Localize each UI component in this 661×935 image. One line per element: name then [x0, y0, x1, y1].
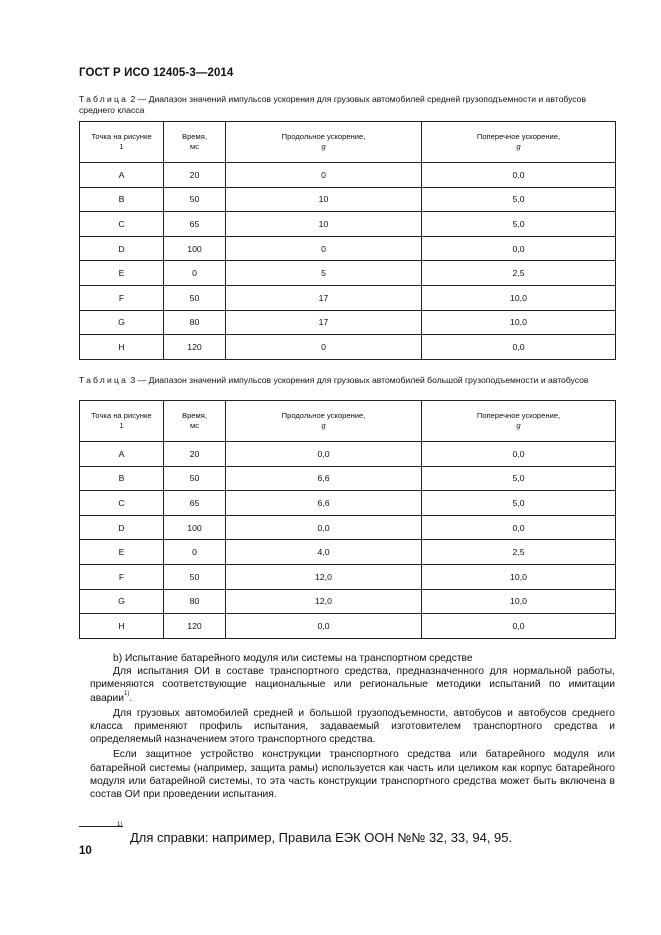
table2-col-point: Точка на рисунке 1: [80, 122, 164, 163]
table3-col-point: Точка на рисунке 1: [80, 401, 164, 442]
table2-body: [80, 163, 616, 360]
table3-cell: A: [80, 442, 164, 467]
table3-row: [80, 442, 616, 467]
table2-row: [80, 212, 616, 237]
table3-row: [80, 466, 616, 491]
table3-cell: 100: [164, 515, 226, 540]
table3-cell: 0,0: [422, 614, 616, 639]
table2-cell: 0,0: [422, 335, 616, 360]
table3-cell: 6,6: [226, 491, 422, 516]
table2-cell: 10: [226, 187, 422, 212]
table2-caption-word: Таблица: [79, 94, 129, 104]
table3-row: [80, 515, 616, 540]
table2-cell: D: [80, 236, 164, 261]
table2-cell: A: [80, 163, 164, 188]
table2-cell: 2,5: [422, 261, 616, 286]
page-number: 10: [79, 845, 92, 857]
table3-cell: 65: [164, 491, 226, 516]
table3-cell: 0,0: [422, 515, 616, 540]
table3-cell: 120: [164, 614, 226, 639]
paragraph-1: Для испытания ОИ в составе транспортного средства, предназначенного для нормальной работы, применяются соответствующие национальные или региональные методики испытаний по имитации аварии$^{1)}$.: [90, 666, 615, 704]
table3-cell: 0,0: [226, 614, 422, 639]
table3-row: [80, 589, 616, 614]
table3-caption-number: 3: [130, 375, 136, 385]
table2-cell: C: [80, 212, 164, 237]
table2-cell: 0: [226, 335, 422, 360]
table3-cell: 20: [164, 442, 226, 467]
table3-cell: 0,0: [226, 515, 422, 540]
table3-cell: 50: [164, 466, 226, 491]
footnote-ref: 1): [124, 690, 130, 697]
table3-col-longitudinal: Продольное ускорение, g: [226, 401, 422, 442]
table2-cell: 50: [164, 187, 226, 212]
table2-cell: 10: [226, 212, 422, 237]
table3-cell: 10,0: [422, 589, 616, 614]
table2-row: [80, 261, 616, 286]
table2-header-row: [80, 122, 616, 163]
table3-row: [80, 564, 616, 589]
table3-cell: G: [80, 589, 164, 614]
table3-cell: D: [80, 515, 164, 540]
table3-caption-text: — Диапазон значений импульсов ускорения для грузовых автомобилей большой грузоподъемности и автобусов: [135, 375, 589, 385]
table2-cell: 65: [164, 212, 226, 237]
table2-row: [80, 163, 616, 188]
document-id-header: ГОСТ Р ИСО 12405-3—2014: [79, 67, 234, 79]
table3-header-row: [80, 401, 616, 442]
footnote-text: Для справки: например, Правила ЕЭК ООН №№ 32, 33, 94, 95.: [130, 830, 513, 845]
table3-cell: B: [80, 466, 164, 491]
table2-row: [80, 187, 616, 212]
table2-cell: 0: [226, 236, 422, 261]
table2-cell: 17: [226, 285, 422, 310]
table3-row: [80, 491, 616, 516]
table2-col-time: Время, мс: [164, 122, 226, 163]
table3-cell: 0,0: [226, 442, 422, 467]
table3-cell: 5,0: [422, 466, 616, 491]
table2-caption-number: 2: [130, 94, 136, 104]
table3-cell: 4,0: [226, 540, 422, 565]
table2-cell: E: [80, 261, 164, 286]
paragraph-3: Если защитное устройство конструкции транспортного средства или батарейного модуля или батарейной системы (например, защита рамы) используется как часть или целиком как корпус батарейного модуля или батарейной системы, то эта часть конструкции транспортного средства может быть включена в состав ОИ при проведении испытания.: [90, 749, 615, 801]
table3-caption-word: Таблица: [79, 375, 129, 385]
table3-cell: 0,0: [422, 442, 616, 467]
table2-cell: 0,0: [422, 163, 616, 188]
table2: [79, 121, 616, 360]
table3-cell: 2,5: [422, 540, 616, 565]
table2-cell: 10,0: [422, 310, 616, 335]
table3-row: [80, 540, 616, 565]
table2-row: [80, 335, 616, 360]
table2-cell: F: [80, 285, 164, 310]
table2-caption: [79, 94, 619, 116]
table3-col-lateral: Поперечное ускорение, g: [422, 401, 616, 442]
table2-cell: 20: [164, 163, 226, 188]
table2-cell: 0: [226, 163, 422, 188]
table3-cell: 0: [164, 540, 226, 565]
table3-cell: H: [80, 614, 164, 639]
table2-cell: 10,0: [422, 285, 616, 310]
table2-cell: 17: [226, 310, 422, 335]
table2-cell: G: [80, 310, 164, 335]
table2-cell: 80: [164, 310, 226, 335]
table2-col-longitudinal: Продольное ускорение, g: [226, 122, 422, 163]
table3-cell: 12,0: [226, 589, 422, 614]
table3-cell: F: [80, 564, 164, 589]
table3-row: [80, 614, 616, 639]
table3-cell: 50: [164, 564, 226, 589]
table2-cell: 100: [164, 236, 226, 261]
table2-cell: 5: [226, 261, 422, 286]
table2-cell: H: [80, 335, 164, 360]
table3-cell: C: [80, 491, 164, 516]
table3-body: [80, 442, 616, 639]
table3: [79, 400, 616, 639]
table2-caption-text: — Диапазон значений импульсов ускорения для грузовых автомобилей средней грузоподъемности и автобусов среднего класса: [79, 94, 587, 115]
table3-cell: 10,0: [422, 564, 616, 589]
subheading: b) Испытание батарейного модуля или системы на транспортном средстве: [113, 653, 473, 664]
table3-cell: 5,0: [422, 491, 616, 516]
table3-cell: 6,6: [226, 466, 422, 491]
paragraph-2: Для грузовых автомобилей средней и большой грузоподъемности, автобусов и автобусов среднего класса применяют профиль испытания, задаваемый изготовителем транспортного средства и определяемый назначением этого транспортного средства.: [90, 707, 615, 746]
table2-cell: B: [80, 187, 164, 212]
table2-cell: 120: [164, 335, 226, 360]
table3-cell: E: [80, 540, 164, 565]
table2-cell: 5,0: [422, 212, 616, 237]
table2-cell: 50: [164, 285, 226, 310]
table2-row: [80, 236, 616, 261]
table3-cell: 12,0: [226, 564, 422, 589]
table3-cell: 80: [164, 589, 226, 614]
table2-row: [80, 285, 616, 310]
table2-row: [80, 310, 616, 335]
table3-col-time: Время, мс: [164, 401, 226, 442]
table2-cell: 0: [164, 261, 226, 286]
table2-cell: 0,0: [422, 236, 616, 261]
table2-cell: 5,0: [422, 187, 616, 212]
table3-caption: [79, 375, 619, 386]
body-text: [90, 652, 615, 801]
footnote-mark: 1): [117, 822, 123, 828]
table2-col-lateral: Поперечное ускорение, g: [422, 122, 616, 163]
